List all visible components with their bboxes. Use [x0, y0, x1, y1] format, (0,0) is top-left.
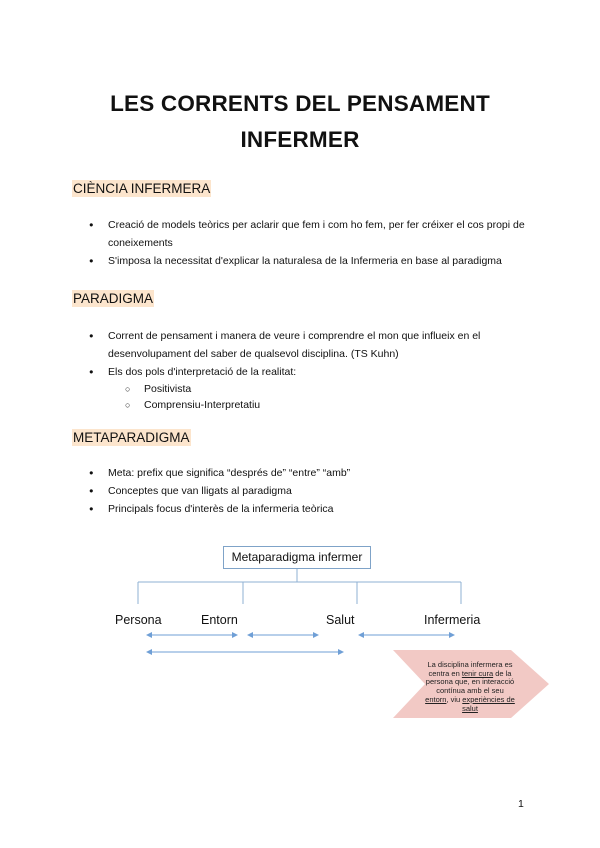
callout-text [424, 661, 516, 713]
title-line-1: LES CORRENTS DEL PENSAMENT [110, 91, 490, 116]
node-entorn: Entorn [201, 613, 238, 627]
node-salut: Salut [326, 613, 355, 627]
callout-text-part: La disciplina infermera es centra en [427, 660, 513, 678]
list-item-text: Els dos pols d'interpretació de la realitat: [108, 366, 297, 378]
section-heading-metaparadigma: METAPARADIGMA [73, 430, 190, 445]
list-item: ● Creació de models teòrics per aclarir que fem i com ho fem, per fer créixer el cos propi de coneixements [72, 216, 542, 252]
section-heading-ciencia-infermera: CIÈNCIA INFERMERA [73, 181, 211, 196]
list-item: ● Corrent de pensament i manera de veure i comprendre el mon que influeix en el desenvolupament del saber de qualsevol disciplina. (TS Kuhn) [72, 327, 542, 363]
list-item: ● S'imposa la necessitat d'explicar la naturalesa de la Infermeria en base al paradigma [72, 252, 542, 270]
callout-text-part: de la persona que, en interacció contínua amb el seu [425, 668, 515, 696]
page-number: 1 [518, 798, 524, 810]
callout-underlined-text: entorn [425, 694, 447, 704]
section-heading-paradigma: PARADIGMA [73, 291, 154, 306]
list-item: ● Principals focus d'interès de la infermeria teòrica [72, 500, 542, 518]
list-item: ● Meta: prefix que significa “després de” “entre” “amb” [72, 464, 542, 482]
callout-underlined-text: experiències de salut [462, 694, 515, 713]
title-line-2: INFERMER [240, 127, 360, 152]
node-infermeria: Infermeria [424, 613, 481, 627]
callout-underlined-text: tenir cura [461, 668, 494, 678]
sub-list-item: ○ Positivista [108, 381, 542, 397]
list-item: ● Conceptes que van lligats al paradigma [72, 482, 542, 500]
diagram-root-box: Metaparadigma infermer [223, 546, 371, 569]
sub-list-item: ○ Comprensiu-Interpretatiu [108, 397, 542, 413]
node-persona: Persona [115, 613, 162, 627]
callout-text-part: , viu [446, 694, 463, 704]
